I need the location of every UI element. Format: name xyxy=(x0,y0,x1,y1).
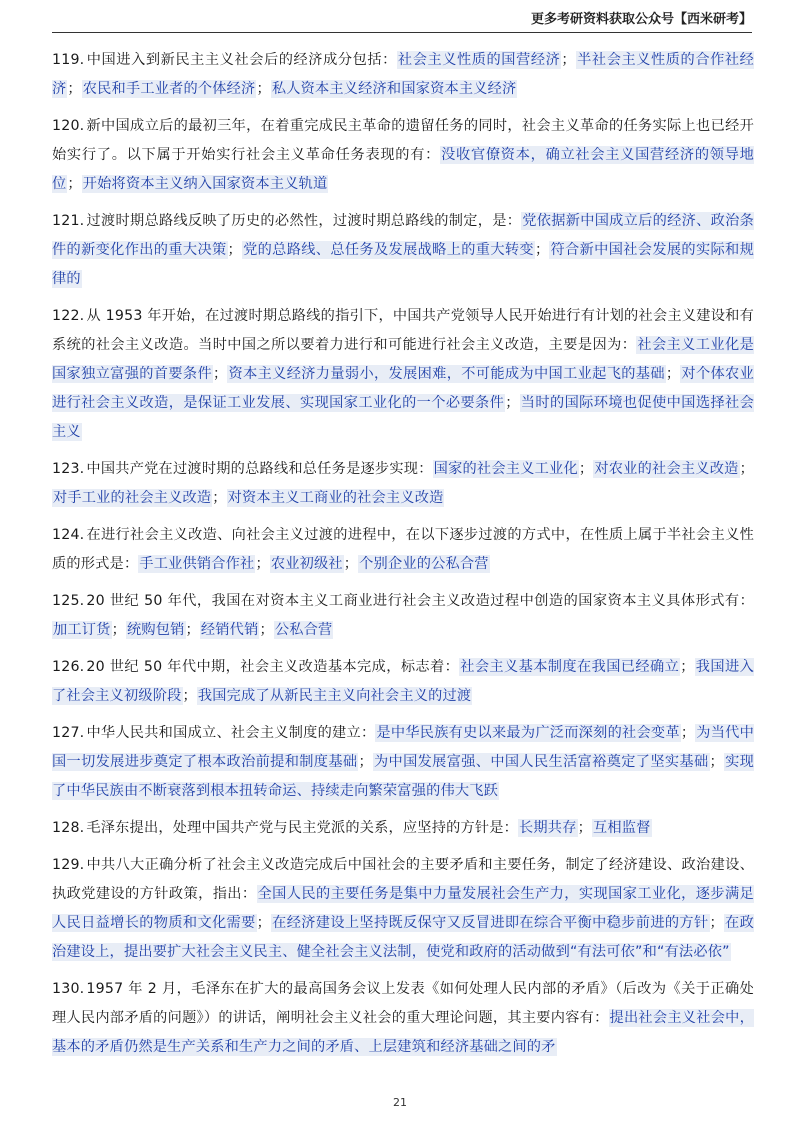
header-title: 更多考研资料获取公众号【西米研考】 xyxy=(530,12,752,27)
answer-highlight: 符合新中国社会发展的实际和规律的 xyxy=(52,242,754,287)
question-stem: 毛泽东提出，处理中国共产党与民主党派的关系，应坚持的方针是： xyxy=(86,820,519,836)
answer-highlight: 实现了中华民族由不断衰落到根本扭转命运、持续走向繁荣富强的伟大飞跃 xyxy=(52,754,754,799)
answer-highlight: 对个体农业进行社会主义改造，是保证工业发展、实现国家工业化的一个必要条件 xyxy=(52,366,754,411)
page-footer xyxy=(0,1096,800,1109)
answer-highlight: 国家的社会主义工业化 xyxy=(433,461,578,477)
answer-highlight: 全国人民的主要任务是集中力量发展社会生产力，实现国家工业化，逐步满足人民日益增长的物质和文化需要 xyxy=(52,886,754,931)
answer-highlight: 我国进入了社会主义初级阶段 xyxy=(52,659,754,704)
question-item xyxy=(52,653,754,711)
page-number: 21 xyxy=(393,1096,407,1109)
answer-highlight: 社会主义性质的国营经济 xyxy=(397,52,561,68)
question-item xyxy=(52,975,754,1062)
answer-highlight: 在经济建设上坚持既反保守又反冒进即在综合平衡中稳步前进的方针 xyxy=(272,915,709,931)
question-item xyxy=(52,302,754,447)
answer-separator: ； xyxy=(227,242,242,258)
question-item xyxy=(52,112,754,199)
question-stem: 中国共产党在过渡时期的总路线和总任务是逐步实现： xyxy=(86,461,433,477)
answer-highlight: 我国完成了从新民主主义向社会主义的过渡 xyxy=(197,688,472,704)
question-item xyxy=(52,455,754,513)
answer-highlight: 党的总路线、总任务及发展战略上的重大转变 xyxy=(242,242,534,258)
question-item xyxy=(52,521,754,579)
answer-highlight: 没收官僚资本，确立社会主义国营经济的领导地位 xyxy=(52,147,755,192)
answer-separator: ； xyxy=(212,490,227,506)
answer-separator: ； xyxy=(256,915,272,931)
question-number: 121. xyxy=(52,213,85,229)
question-stem: 中国进入到新民主主义社会后的经济成分包括： xyxy=(86,52,397,68)
answer-separator: ； xyxy=(67,81,82,97)
answer-highlight: 加工订货 xyxy=(53,622,111,638)
question-item xyxy=(52,851,754,967)
answer-separator: ； xyxy=(213,366,228,382)
answer-highlight: 社会主义基本制度在我国已经确立 xyxy=(460,659,680,675)
question-list xyxy=(52,46,754,1070)
answer-separator: ； xyxy=(680,659,695,675)
answer-separator: ； xyxy=(358,754,373,770)
answer-highlight: 对手工业的社会主义改造 xyxy=(53,490,212,506)
answer-highlight: 社会主义工业化是国家独立富强的首要条件 xyxy=(52,337,754,382)
page-header xyxy=(52,10,752,33)
question-number: 125. xyxy=(52,593,85,609)
answer-separator: ； xyxy=(578,461,594,477)
question-stem: 新中国成立后的最初三年，在着重完成民主革命的遗留任务的同时，社会主义革命的任务实际上也已经开始实行了。以下属于开始实行社会主义革命任务表现的有： xyxy=(52,118,754,163)
question-stem: 中华人民共和国成立、社会主义制度的建立： xyxy=(86,725,376,741)
question-stem: 在进行社会主义改造、向社会主义过渡的进程中，在以下逐步过渡的方式中，在性质上属于半社会主义性质的形式是： xyxy=(52,527,754,572)
question-number: 120. xyxy=(52,118,85,134)
answer-highlight: 统购包销 xyxy=(126,622,185,638)
answer-highlight: 资本主义经济力量弱小，发展困难，不可能成为中国工业起飞的基础 xyxy=(228,366,665,382)
question-item xyxy=(52,587,754,645)
question-number: 123. xyxy=(52,461,85,477)
answer-separator: ； xyxy=(256,81,271,97)
answer-highlight: 经销代销 xyxy=(200,622,259,638)
answer-highlight: 当时的国际环境也促使中国选择社会主义 xyxy=(52,395,755,440)
answer-highlight: 私人资本主义经济和国家资本主义经济 xyxy=(271,81,517,97)
answer-highlight: 公私合营 xyxy=(274,622,333,638)
question-item xyxy=(52,719,754,806)
question-number: 129. xyxy=(52,857,85,873)
answer-separator: ； xyxy=(739,461,754,477)
answer-highlight: 农业初级社 xyxy=(270,556,343,572)
answer-highlight: 个别企业的公私合营 xyxy=(359,556,489,572)
answer-separator: ； xyxy=(680,725,696,741)
question-stem: 过渡时期总路线反映了历史的必然性，过渡时期总路线的制定，是： xyxy=(86,213,522,229)
answer-highlight: 手工业供销合作社 xyxy=(139,556,255,572)
question-number: 119. xyxy=(52,52,85,68)
question-number: 127. xyxy=(52,725,85,741)
answer-highlight: 对资本主义工商业的社会主义改造 xyxy=(227,490,444,506)
question-number: 128. xyxy=(52,820,85,836)
answer-separator: ； xyxy=(67,176,82,192)
question-item xyxy=(52,814,754,843)
answer-separator: ； xyxy=(709,754,724,770)
answer-separator: ； xyxy=(709,915,724,931)
answer-highlight: 为当代中国一切发展进步奠定了根本政治前提和制度基础 xyxy=(52,725,754,770)
answer-separator: ； xyxy=(343,556,359,572)
question-item xyxy=(52,207,754,294)
answer-highlight: 对农业的社会主义改造 xyxy=(594,461,739,477)
question-item xyxy=(52,46,754,104)
question-number: 122. xyxy=(52,308,85,324)
answer-highlight: 长期共存 xyxy=(519,820,577,836)
question-stem: 20 世纪 50 年代中期，社会主义改造基本完成，标志着： xyxy=(86,659,460,675)
question-stem: 1957 年 2 月，毛泽东在扩大的最高国务会议上发表《如何处理人民内部的矛盾》（后改为《关于正确处理人民内部矛盾的问题》）的讲话，阐明社会主义社会的重大理论问题，其主要内容有： xyxy=(52,981,754,1026)
answer-separator: ； xyxy=(185,622,200,638)
answer-highlight: 农民和手工业者的个体经济 xyxy=(82,81,256,97)
answer-highlight: 互相监督 xyxy=(592,820,651,836)
question-number: 130. xyxy=(52,981,85,997)
answer-separator: ； xyxy=(534,242,550,258)
question-stem: 中共八大正确分析了社会主义改造完成后中国社会的主要矛盾和主要任务，制定了经济建设、政治建设、执政党建设的方针政策，指出： xyxy=(52,857,754,902)
answer-separator: ； xyxy=(505,395,520,411)
answer-separator: ； xyxy=(255,556,270,572)
answer-separator: ； xyxy=(111,622,126,638)
answer-highlight: 提出社会主义社会中，基本的矛盾仍然是生产关系和生产力之间的矛盾、上层建筑和经济基础之间的矛 xyxy=(52,1010,754,1055)
question-stem: 从 1953 年开始，在过渡时期总路线的指引下，中国共产党领导人民开始进行有计划的社会主义建设和有系统的社会主义改造。当时中国之所以要着力进行和可能进行社会主义改造，主要是因为： xyxy=(52,308,754,353)
answer-highlight: 是中华民族有史以来最为广泛而深刻的社会变革 xyxy=(376,725,680,741)
answer-highlight: 为中国发展富强、中国人民生活富裕奠定了坚实基础 xyxy=(373,754,709,770)
answer-highlight: 党依据新中国成立后的经济、政治条件的新变化作出的重大决策 xyxy=(52,213,754,258)
answer-highlight: 在政治建设上，提出要扩大社会主义民主、健全社会主义法制，使党和政府的活动做到“有法可依”和“有法必依” xyxy=(52,915,754,960)
question-number: 124. xyxy=(52,527,85,543)
answer-highlight: 半社会主义性质的合作社经济 xyxy=(52,52,755,97)
answer-separator: ； xyxy=(577,820,592,836)
answer-separator: ； xyxy=(259,622,274,638)
answer-separator: ； xyxy=(182,688,197,704)
answer-separator: ； xyxy=(561,52,576,68)
question-stem: 20 世纪 50 年代，我国在对资本主义工商业进行社会主义改造过程中创造的国家资本主义具体形式有： xyxy=(86,593,754,609)
answer-highlight: 开始将资本主义纳入国家资本主义轨道 xyxy=(82,176,328,192)
question-number: 126. xyxy=(52,659,85,675)
answer-separator: ； xyxy=(665,366,681,382)
